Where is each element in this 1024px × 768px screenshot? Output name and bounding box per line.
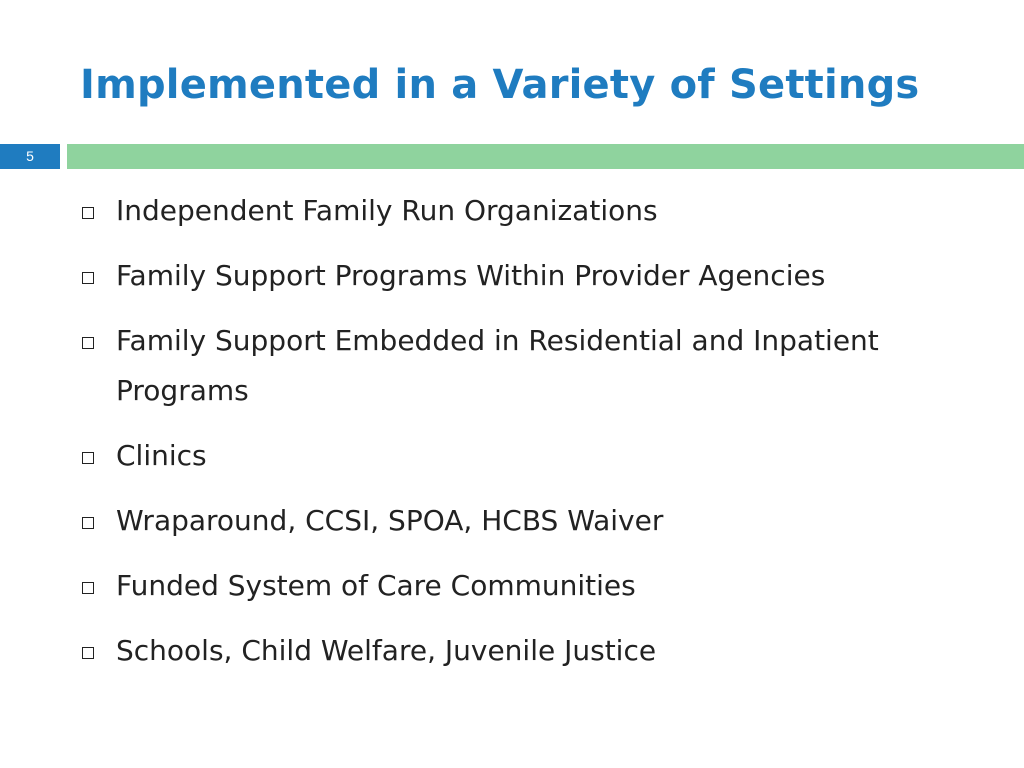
list-item [80,316,990,416]
square-bullet-icon [82,452,94,464]
list-item [80,561,990,611]
list-item [80,496,990,546]
list-item [80,431,990,481]
title-divider-bar [0,144,1024,169]
bullet-text: Clinics [116,439,207,472]
list-item [80,251,990,301]
slide-title: Implemented in a Variety of Settings [80,62,920,108]
square-bullet-icon [82,207,94,219]
bullet-text: Schools, Child Welfare, Juvenile Justice [116,634,657,667]
square-bullet-icon [82,272,94,284]
bullet-text: Family Support Embedded in Residential and Inpatient Programs [116,324,879,407]
square-bullet-icon [82,337,94,349]
bullet-text: Wraparound, CCSI, SPOA, HCBS Waiver [116,504,664,537]
page-number: 5 [0,144,60,169]
list-item [80,626,990,676]
list-item [80,186,990,236]
accent-band [67,144,1024,169]
bullet-text: Independent Family Run Organizations [116,194,658,227]
bullet-list [80,186,990,691]
bullet-text: Funded System of Care Communities [116,569,636,602]
square-bullet-icon [82,582,94,594]
square-bullet-icon [82,517,94,529]
bullet-text: Family Support Programs Within Provider Agencies [116,259,826,292]
square-bullet-icon [82,647,94,659]
